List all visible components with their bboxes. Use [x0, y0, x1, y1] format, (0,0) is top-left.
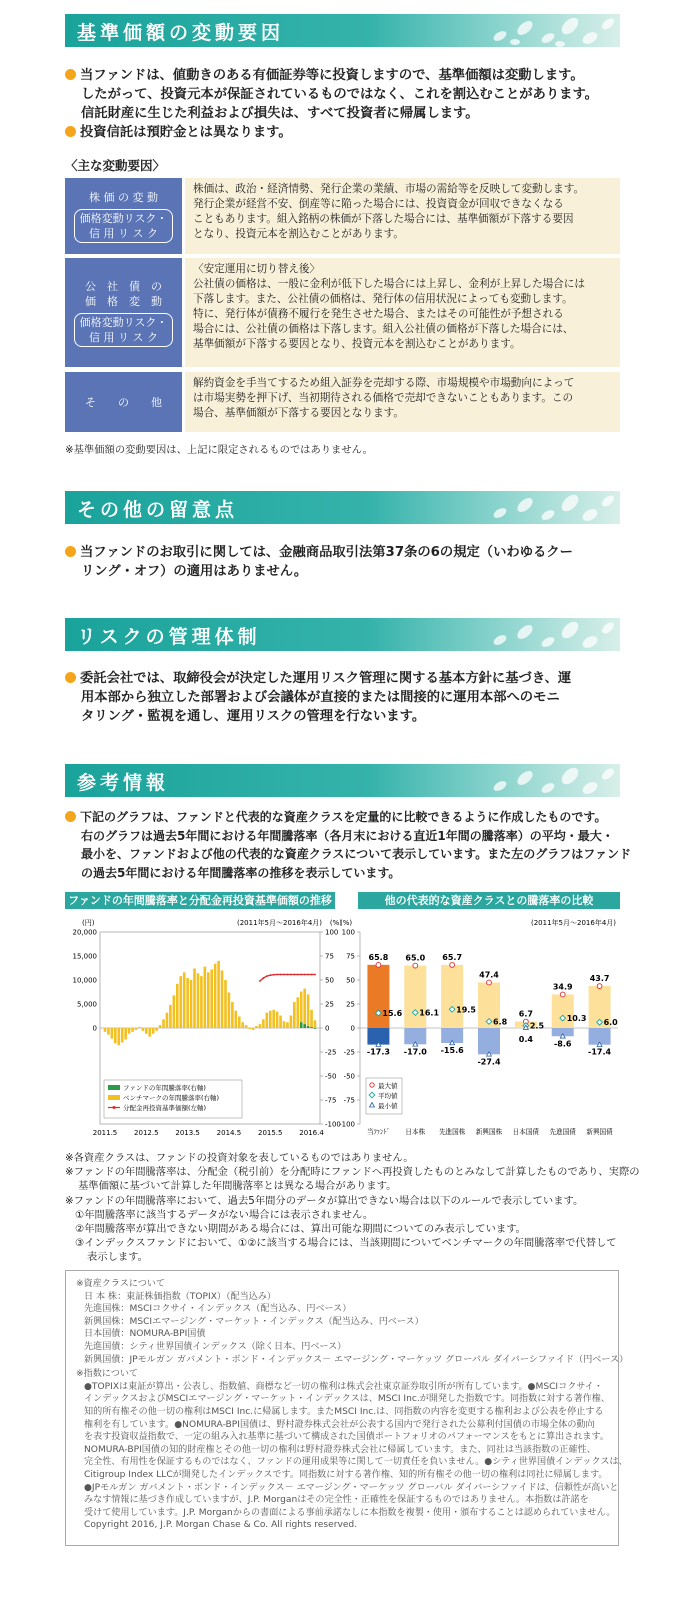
section-header-risk-mgmt [65, 618, 620, 651]
min-value-label: -15.6 [440, 1045, 464, 1055]
nav-point [283, 974, 285, 976]
nav-point [259, 980, 261, 982]
min-value-label: -17.3 [366, 1047, 390, 1057]
risk-description: 株価は、政治・経済情勢、発行企業の業績、市場の需給等を反映して変動します。 発行企業が経営不安、倒産等に陥った場合には、投資資金が回収できなくなる こともあります。組入銘柄の株価が下落した場合には、基準価額が下落する要因 となり、投資元本を割込むことがあります。 [185, 178, 620, 254]
benchmark-bar [283, 1021, 286, 1028]
category-label: 当ﾌｧﾝﾄﾞ [366, 1128, 390, 1136]
benchmark-bar [166, 1013, 169, 1028]
benchmark-bar [214, 964, 217, 1028]
risk-description: 解約資金を手当てするため組入証券を売却する際、市場規模や市場動向によって は市場実勢を押下げ、当初期待される価格で売却できないこともあります。この 場合、基準価額が下落する要因となります。 [185, 372, 620, 432]
section-title: 基準価額の変動要因 [77, 22, 285, 44]
benchmark-bar [107, 1028, 110, 1035]
risk-label: 公 社 債 の 価 格 変 動 価格変動リスク・ 信 用 リ ス ク [65, 258, 182, 367]
benchmark-bar [296, 997, 299, 1028]
benchmark-bar [241, 1022, 244, 1028]
benchmark-bar [248, 1028, 251, 1029]
nav-point [304, 974, 306, 976]
category-label: 新興国株 [475, 1128, 503, 1136]
benchmark-bar [290, 1016, 293, 1028]
notes-paragraph: 当ファンドのお取引に関しては、金融商品取引法第37条の6の規定（いわゆるクー リング・オフ）の適用はありません。 [65, 543, 625, 581]
risk-label: 株 価 の 変 動 価格変動リスク・ 信 用 リ ス ク [65, 178, 182, 254]
benchmark-bar [293, 1002, 296, 1028]
y-left-tick: 5,000 [76, 1000, 97, 1009]
max-value-label: 47.4 [479, 970, 499, 980]
benchmark-bar [176, 984, 179, 1028]
y-tick: -100 [339, 1120, 355, 1129]
legend-swatch [108, 1095, 120, 1100]
nav-point [307, 974, 309, 976]
benchmark-bar [183, 972, 186, 1028]
y-tick: -50 [343, 1072, 355, 1081]
category-label: 先進国債 [549, 1128, 576, 1136]
legend-marker [370, 1083, 374, 1087]
avg-value-label: 19.5 [456, 1005, 476, 1015]
reference-paragraph: 下記のグラフは、ファンドと代表的な資産クラスを定量的に比較できるように作成したものです。 右のグラフは過去5年間における年間騰落率（各月末における直近1年間の騰落率）の平均・最大・ 最小を、ファンドおよび他の代表的な資産クラスについて表示しています。また左のグラフはファンド の過去5年間における年間騰落率の推移を表示しています。 [65, 808, 625, 882]
benchmark-bar [193, 968, 196, 1028]
legend-label: ファンドの年間騰落率(右軸) [123, 1084, 206, 1092]
y-right-tick: 50 [325, 976, 334, 985]
fund-bar [300, 1022, 303, 1028]
y-right-tick: -100 [325, 1120, 341, 1129]
min-value-label: 0.4 [518, 1035, 533, 1044]
benchmark-bar [111, 1028, 114, 1039]
benchmark-bar [131, 1028, 134, 1032]
benchmark-bar [228, 992, 231, 1028]
benchmark-bar [276, 1012, 279, 1028]
benchmark-bar [162, 1019, 165, 1028]
category-label: 日本国債 [512, 1128, 540, 1136]
benchmark-bar [262, 1019, 265, 1028]
legend-swatch [108, 1085, 120, 1090]
avg-value-label: 6.8 [493, 1017, 508, 1027]
max-bar [367, 965, 389, 1028]
benchmark-bar [210, 969, 213, 1028]
nav-point [262, 977, 264, 979]
nav-point [297, 974, 299, 976]
y-tick: -75 [343, 1096, 355, 1105]
benchmark-bar [303, 989, 306, 1028]
benchmark-bar [148, 1028, 151, 1037]
max-marker [560, 992, 565, 997]
leaf-decoration-icon [430, 764, 620, 797]
section-title: リスクの管理体制 [77, 626, 261, 648]
benchmark-bar [114, 1028, 117, 1043]
y-tick: 25 [346, 1000, 355, 1009]
y-right-tick: 75 [325, 952, 334, 961]
nav-point [290, 974, 292, 976]
nav-point [280, 974, 282, 976]
nav-point [300, 974, 302, 976]
benchmark-bar [135, 1028, 138, 1030]
y-tick: 50 [346, 976, 355, 985]
section-header-notes [65, 491, 620, 524]
right-chart-title: 他の代表的な資産クラスとの騰落率の比較 [358, 892, 620, 909]
y-tick: 75 [346, 952, 355, 961]
max-value-label: 43.7 [589, 974, 610, 984]
max-bar [404, 966, 426, 1028]
y-axis-unit: (円) [82, 919, 95, 927]
benchmark-bar [104, 1028, 107, 1032]
benchmark-bar [159, 1025, 162, 1028]
benchmark-bar [221, 970, 224, 1028]
min-value-label: -8.6 [553, 1039, 572, 1049]
benchmark-bar [314, 1020, 317, 1028]
benchmark-bar [266, 1013, 269, 1028]
min-value-label: -17.4 [588, 1047, 612, 1057]
index-disclaimer-box: ※資産クラスについて 日 本 株：東証株価指数（TOPIX）（配当込み） 先進国株：MSCIコクサイ・インデックス（配当込み、円ベース） 新興国株：MSCIエマージング・マーケット・インデックス（配当込み、円ベース） 日本国債：NOMURA-BPI国債 先進国債：シティ世界国債インデックス（除く日本、円ベース） 新興国債：JPモルガン ガバメント・ボンド・インデックス－ エマージング・マーケッツ グローバル ダイバーシファイド（円ベース） ※指数について ●TOPIXは東証が算出・公表し、指数値、商標など一切の権利は株式会社東京証券取引所が所有しています。●MSCIコクサイ・ インデックスおよびMSCIエマージング・マーケット・インデックスは、MSCI Inc.が開発した指数です。同指数に対する著作権、 知的所有権その他一切の権利はMSCI Inc.に帰属します。またMSCI Inc.は、同指数の内容を変更する権利および公表を停止する 権利を有しています。●NOMURA-BPI国債は、野村證券株式会社が公表する国内で発行された公募利付国債の市場全体の動向 を表す投資収益指数で、一定の組み入れ基準に基づいて構成された国債ポートフォリオのパフォーマンスをもとに算出されます。 NOMURA-BPI国債の知的財産権とその他一切の権利は野村證券株式会社に帰属しています。また、同社は当該指数の正確性、 完全性、有用性を保証するものではなく、ファンドの運用成果等に関して一切責任を負いません。●シティ世界国債インデックスは、 Citigroup Index LLCが開発したインデックスです。同指数に対する著作権、知的所有権その他一切の権利は同社に帰属します。 ●JPモルガン ガバメント・ボンド・インデックス－ エマージング・マーケッツ グローバル ダイバーシファイドは、信頼性が高いと みなす情報に基づき作成していますが、J.P. Morganはその完全性・正確性を保証するものではありません。本指数は許諾を 受けて使用しています。J.P. Morganからの書面による事前承諾なしに本指数を複製・使用・頒布することは認められていません。 Copyright 2016, J.P. Morgan Chase & Co. All rights reserved. [65, 1270, 619, 1546]
risk-mgmt-paragraph: 委託会社では、取締役会が決定した運用リスク管理に関する基本方針に基づき、運 用本部から独立した部署および会議体が直接的または間接的に運用本部へのモニ タリング・監視を通し、運用リスクの管理を行ないます。 [65, 669, 625, 726]
fund-history-chart [60, 912, 353, 1142]
benchmark-bar [207, 972, 210, 1028]
section-title: その他の留意点 [77, 499, 239, 521]
y-tick: 0 [350, 1024, 355, 1033]
max-bar [441, 965, 463, 1028]
x-tick: 2015.5 [257, 1129, 283, 1137]
benchmark-bar [138, 1027, 141, 1028]
nav-point [273, 974, 275, 976]
y-right-tick: 0 [325, 1024, 330, 1033]
avg-value-label: 2.5 [529, 1021, 545, 1031]
y-left-tick: 20,000 [72, 928, 97, 937]
risk-label: そ の 他 [65, 372, 182, 432]
benchmark-bar [307, 994, 310, 1028]
risk-row-other [65, 372, 620, 432]
benchmark-bar [145, 1028, 148, 1034]
x-tick: 2012.5 [134, 1129, 159, 1137]
x-tick: 2013.5 [175, 1129, 200, 1137]
max-marker [487, 980, 492, 985]
leaf-decoration-icon [430, 618, 620, 651]
legend-label: 最大値 [378, 1082, 398, 1090]
avg-value-label: 6.0 [603, 1018, 618, 1028]
category-label: 新興国債 [586, 1128, 613, 1136]
benchmark-bar [231, 1002, 234, 1028]
max-value-label: 65.7 [442, 952, 463, 962]
section-header-fluctuation [65, 14, 620, 47]
benchmark-bar [169, 1005, 172, 1028]
main-factors-heading: 〈主な変動要因〉 [65, 158, 166, 173]
max-marker [450, 963, 455, 968]
benchmark-bar [286, 1022, 289, 1028]
benchmark-bar [310, 1010, 313, 1028]
benchmark-bar [124, 1028, 127, 1040]
leaf-decoration-icon [430, 14, 620, 47]
max-value-label: 65.8 [368, 952, 389, 962]
bullet-icon [65, 126, 76, 137]
max-value-label: 65.0 [405, 953, 426, 963]
min-value-label: -27.4 [477, 1057, 501, 1067]
category-label: 日本株 [405, 1128, 426, 1136]
y-right-tick: -75 [325, 1096, 337, 1105]
benchmark-bar [200, 976, 203, 1028]
chart-notes: ※各資産クラスは、ファンドの投資対象を表しているものではありません。 ※ファンドの年間騰落率は、分配金（税引前）を分配時にファンドへ再投資したものとみなして計算したものであり、実際の 基準価額に基づいて計算した年間騰落率とは異なる場合があります。 ※ファンドの年間騰落率において、過去5年間分のデータが算出できない場合は以下のルールで表示しています。 ①年間騰落率に該当するデータがない場合には表示されません。 ②年間騰落率が算出できない期間がある場合には、算出可能な期間についてのみ表示しています。 ③インデックスファンドにおいて、①②に該当する場合には、当該期間についてベンチマークの年間騰落率で代替して 表示します。 [65, 1152, 640, 1264]
nav-point [314, 974, 316, 976]
benchmark-bar [128, 1028, 131, 1034]
benchmark-bar [255, 1026, 258, 1028]
chart-period: (2011年5月～2016年4月) [237, 919, 322, 927]
benchmark-bar [155, 1028, 158, 1031]
y-tick: -25 [343, 1048, 355, 1057]
legend-label: ベンチマークの年間騰落率(右軸) [123, 1094, 220, 1102]
benchmark-bar [252, 1028, 255, 1030]
risk-description: 〈安定運用に切り替え後〉 公社債の価格は、一般に金利が低下した場合には上昇し、金利が上昇した場合には 下落します。また、公社債の価格は、発行体の信用状況によっても変動します。 特に、発行体が債務不履行を発生させた場合、またはその可能性が予想される 場合には、公社債の価格は下落します。組入公社債の価格が下落した場合には、 基準価額が下落する要因となり、投資元本を割込むことがあります。 [185, 258, 620, 367]
nav-point [269, 974, 271, 976]
y-right-tick: -25 [325, 1048, 337, 1057]
benchmark-bar [142, 1028, 145, 1031]
min-value-label: -17.0 [403, 1047, 427, 1057]
legend-label: 最小値 [378, 1102, 398, 1110]
y-left-tick: 15,000 [72, 952, 97, 961]
category-label: 先進国株 [438, 1128, 466, 1136]
benchmark-bar [217, 961, 220, 1028]
section-header-reference [65, 764, 620, 797]
legend-swatch [113, 1106, 116, 1109]
fund-bar [314, 1028, 317, 1029]
benchmark-bar [259, 1024, 262, 1028]
nav-point [266, 975, 268, 977]
y-axis-unit: (%) [340, 919, 353, 927]
y-right-tick: 25 [325, 1000, 334, 1009]
benchmark-bar [152, 1028, 155, 1034]
benchmark-bar [224, 980, 227, 1028]
risk-footnote: ※基準価額の変動要因は、上記に限定されるものではありません。 [65, 444, 373, 456]
chart-period: (2011年5月～2016年4月) [531, 919, 616, 927]
benchmark-bar [279, 1016, 282, 1028]
max-marker [597, 984, 602, 989]
bullet-icon [65, 546, 76, 557]
benchmark-bar [121, 1028, 124, 1042]
max-marker [376, 962, 381, 967]
y-right-tick: 100 [325, 928, 339, 937]
benchmark-bar [238, 1016, 241, 1028]
benchmark-bar [197, 973, 200, 1028]
nav-line [260, 974, 315, 980]
y-tick: 100 [341, 928, 355, 937]
avg-value-label: 15.6 [382, 1009, 403, 1019]
fund-bar [310, 1027, 313, 1028]
nav-point [311, 974, 313, 976]
nav-point [293, 974, 295, 976]
benchmark-bar [179, 976, 182, 1028]
benchmark-bar [117, 1028, 120, 1045]
y-left-tick: 0 [92, 1024, 97, 1033]
max-value-label: 6.7 [518, 1009, 533, 1019]
bullet-icon [65, 672, 76, 683]
benchmark-bar [235, 1011, 238, 1028]
max-marker [413, 963, 418, 968]
benchmark-bar [204, 967, 207, 1028]
benchmark-bar [269, 1011, 272, 1028]
avg-value-label: 10.3 [566, 1014, 587, 1024]
benchmark-bar [245, 1025, 248, 1028]
benchmark-bar [186, 978, 189, 1028]
y2-axis-unit: (%) [329, 919, 342, 927]
nav-point [276, 974, 278, 976]
risk-row-bond [65, 258, 620, 367]
nav-point [287, 974, 289, 976]
x-tick: 2016.4 [299, 1129, 324, 1137]
fund-bar [307, 1026, 310, 1028]
legend-label: 平均値 [378, 1092, 398, 1100]
y-left-tick: 10,000 [72, 976, 97, 985]
bullet-icon [65, 69, 76, 80]
fluctuation-paragraph: 当ファンドは、値動きのある有価証券等に投資しますので、基準価額は変動します。 したがって、投資元本が保証されているものではなく、これを割込むことがあります。 信託財産に生じた利益および損失は、すべて投資者に帰属します。 投資信託は預貯金とは異なります。 [65, 66, 625, 142]
leaf-decoration-icon [430, 491, 620, 524]
asset-comparison-chart [330, 912, 622, 1142]
left-chart-title: ファンドの年間騰落率と分配金再投資基準価額の推移 [65, 892, 335, 909]
max-value-label: 34.9 [552, 982, 573, 992]
bullet-icon [65, 811, 76, 822]
y-right-tick: -50 [325, 1072, 337, 1081]
benchmark-bar [272, 1010, 275, 1028]
fund-bar [303, 1024, 306, 1028]
avg-value-label: 16.1 [419, 1008, 440, 1018]
benchmark-bar [190, 980, 193, 1028]
section-title: 参考情報 [77, 772, 170, 794]
x-tick: 2014.5 [216, 1129, 242, 1137]
legend-label: 分配金再投資基準価額(左軸) [123, 1104, 207, 1112]
benchmark-bar [173, 995, 176, 1028]
x-tick: 2011.5 [92, 1129, 118, 1137]
risk-row-equity [65, 178, 620, 254]
min-bar [478, 1028, 500, 1054]
